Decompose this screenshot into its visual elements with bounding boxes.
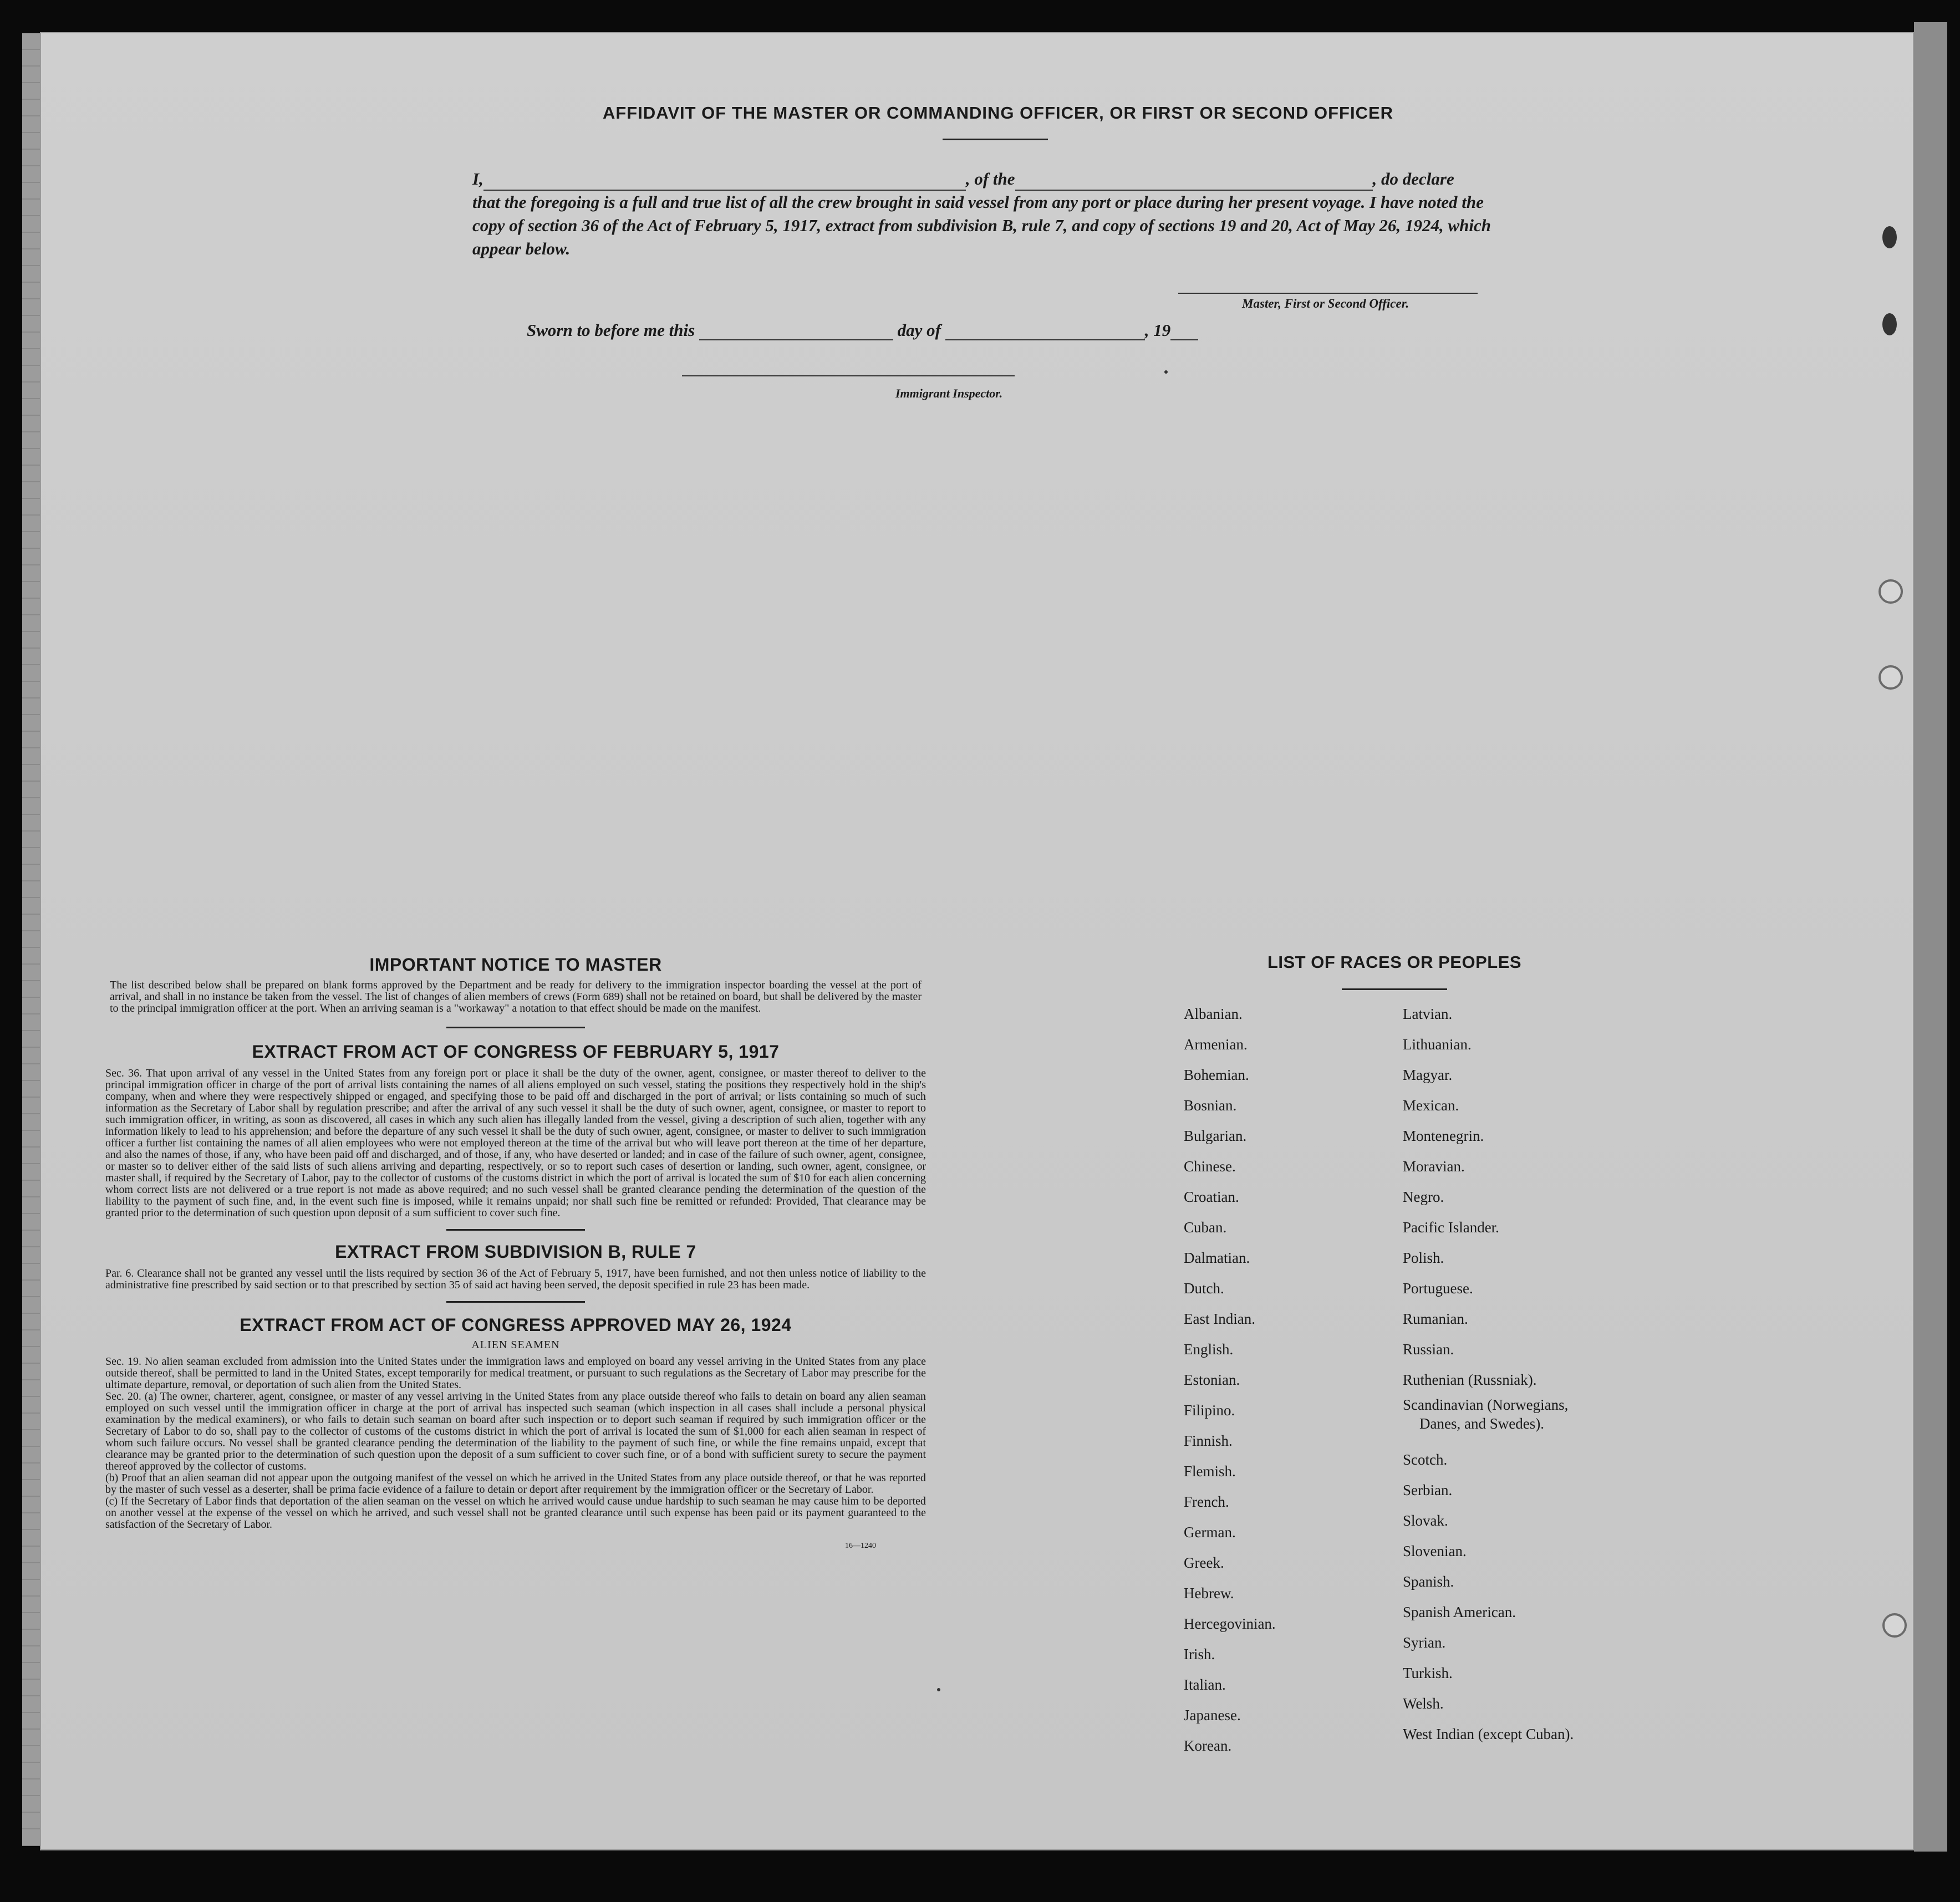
race-item: Slovenian. (1403, 1543, 1467, 1559)
extract-1917-text: Sec. 36. That upon arrival of any vessel in the United States from any foreign port or place it shall be the duty of the owner, agent, consignee, or master thereof to deliver to the principal immigration officer in charge of the port of arrival lists containing the names of all aliens employed on such vessel, stating the positions they respectively hold in the ship's company, when and where they were respectively shipped or engaged, and specifying those to be paid off and discharged in the port of arrival; or lists containing so much of such information as the Secretary of Labor shall by regulation prescribe; and after the arrival of any such vessel it shall be the duty of such owner, agent, consignee, or master to report to such immigration officer, in writing, as soon as discovered, all cases in which any such alien has illegally landed from the vessel, giving a description of such alien, together with any information likely to lead to his apprehension; and before the departure of any such vessel it shall be the duty of such owner, agent, consignee, or master to deliver to such immigration officer a further list containing the names of all alien employees who were not employed thereon at the time of the arrival but who will leave port thereon at the time of her departure, and also the names of those, if any, who have been paid off and discharged, and of those, if any, who have deserted or landed; and in case of the failure of such owner, agent, consignee, or master so to deliver either of the said lists of such aliens arriving and departing, respectively, or so to report such cases of desertion or landing, such owner, agent, consignee, or master shall, if required by the Secretary of Labor, pay to the collector of customs of the customs district in which the port of arrival is located the sum of $10 for each alien concerning whom correct lists are not delivered or a true report is not made as above required; and no such vessel shall be granted clearance pending the determination of the question of the liability to the payment of such fine, and, in the event such fine is imposed, while it remains unpaid; nor shall such fine be remitted or refunded: Provided, That clearance may be granted prior to the determination of such question upon deposit of a sum sufficient to cover such fine. (105, 1067, 926, 1219)
ink-speck (937, 1688, 940, 1691)
punch-hole (1882, 1613, 1907, 1638)
race-item: Bulgarian. (1184, 1128, 1247, 1144)
extract-rule7-text: Par. 6. Clearance shall not be granted any vessel until the lists required by section 36 of the Act of February 5, 1917, have been furnished, and not then unless notice of liability to the administrative fine prescribed by said section or to that prescribed by section 35 of said act having been served, the deposit specified in rule 23 has been made. (105, 1267, 926, 1291)
vessel-blank (1015, 173, 1373, 191)
sec20b-text: (b) Proof that an alien seaman did not appear upon the outgoing manifest of the vessel on which he arrived in the United States from any place outside thereof, or that he was reported by the master of such vessel as a deserter, shall be prima facie evidence of a failure to detain or deport after requirement by the immigration officer or the Secretary of Labor. (105, 1472, 926, 1496)
race-item: Spanish American. (1403, 1604, 1516, 1620)
race-item: Croatian. (1184, 1189, 1239, 1205)
race-item: Italian. (1184, 1676, 1226, 1693)
race-item: Estonian. (1184, 1371, 1240, 1388)
race-item: Welsh. (1403, 1695, 1444, 1712)
races-right-column (1403, 999, 1663, 1750)
race-item: Magyar. (1403, 1067, 1453, 1083)
binding-strip (22, 33, 41, 1846)
binding-clip (1882, 226, 1897, 248)
race-item: Latvian. (1403, 1006, 1453, 1022)
affidavit-title-rule (943, 139, 1048, 140)
race-item: Slovak. (1403, 1512, 1448, 1529)
race-item: Chinese. (1184, 1158, 1236, 1175)
race-item: Armenian. (1184, 1036, 1248, 1053)
race-item: Serbian. (1403, 1482, 1453, 1498)
signature-label: Master, First or Second Officer. (1242, 297, 1409, 310)
extract-1924-subtitle: ALIEN SEAMEN (471, 1339, 560, 1351)
race-item: West Indian (except Cuban). (1403, 1726, 1574, 1742)
notice-text: The list described below shall be prepared on blank forms approved by the Department and be ready for delivery to the immigration inspector boarding the vessel at the port of arrival, and shall in no instance be taken from the vessel. The list of changes of alien members of crews (Form 689) shall not be retained on board, but shall be delivered by the master to the principal immigration officer at the port. When an arriving seaman is a "workaway" a notation to that effect should be made on the manifest. (110, 979, 922, 1014)
race-item: Montenegrin. (1403, 1128, 1484, 1144)
notice-title: IMPORTANT NOTICE TO MASTER (369, 955, 662, 975)
race-item: Scandinavian (Norwegians, (1403, 1396, 1569, 1413)
sec20a-text: Sec. 20. (a) The owner, charterer, agent, consignee, or master of any vessel arriving in the United States from any place outside thereof who fails to detain on board any alien seaman employed on such vessel until the immigration officer in charge at the port of arrival has inspected such seaman (which inspection in all cases shall include a personal physical examination by the medical examiners), or who fails to detain such seaman on board after such inspection or to deport such seaman if required by such immigration officer or the Secretary of Labor to do so, shall pay to the collector of customs of the customs district in which the port of arrival is located the sum of $1,000 for each alien seaman in respect of whom such failure occurs. No vessel shall be granted clearance pending the determination of the liability to the payment of such fine, or while the fine remains unpaid, except that clearance may be granted prior to the determination of such question upon the deposit of a sum sufficient to cover such fine, or of a bond with sufficient surety to secure the payment thereof approved by the collector of customs. (105, 1390, 926, 1472)
race-item: Syrian. (1403, 1634, 1446, 1651)
race-item: Japanese. (1184, 1707, 1241, 1723)
sworn-day-label: day of (897, 320, 941, 340)
sworn-year-label: , 19 (1144, 320, 1171, 340)
sec20c-text: (c) If the Secretary of Labor finds that deportation of the alien seaman on the vessel on which he arrived would cause undue hardship to such seaman he may cause him to be deported on another vessel at the expense of the vessel on which he arrived, and such vessel shall not be granted clearance until such expense has been paid or its payment guaranteed to the satisfaction of the Secretary of Labor. (105, 1495, 926, 1531)
race-item: English. (1184, 1341, 1234, 1358)
race-item: Flemish. (1184, 1463, 1236, 1480)
race-item: Korean. (1184, 1737, 1232, 1754)
extract-1924-title: EXTRACT FROM ACT OF CONGRESS APPROVED MAY 26, 1924 (240, 1315, 792, 1335)
notices-column (105, 955, 926, 1551)
race-item: German. (1184, 1524, 1236, 1541)
race-item: Danes, and Swedes). (1419, 1415, 1544, 1432)
races-title: LIST OF RACES OR PEOPLES (1267, 952, 1522, 972)
sec19-text: Sec. 19. No alien seaman excluded from admission into the United States under the immigration laws and employed on board any vessel arriving in the United States from any place outside thereof, shall be permitted to land in the United States, except temporarily for medical treatment, or pursuant to such regulations as the Secretary of Labor may prescribe for the ultimate departure, removal, or deportation of such alien from the United States. (105, 1355, 926, 1391)
race-item: Bosnian. (1184, 1097, 1237, 1114)
race-item: Portuguese. (1403, 1280, 1473, 1297)
race-item: Turkish. (1403, 1665, 1453, 1681)
race-item: Lithuanian. (1403, 1036, 1472, 1053)
name-blank (483, 173, 966, 191)
affidavit-first-line (472, 167, 1515, 191)
extract-1917-title: EXTRACT FROM ACT OF CONGRESS OF FEBRUARY 5, 1917 (252, 1042, 780, 1062)
extract-1917-divider (446, 1229, 585, 1231)
race-item: Spanish. (1403, 1573, 1454, 1590)
affidavit-declare-label: , do declare (1372, 169, 1454, 188)
binding-clip (1882, 313, 1897, 335)
affidavit-i-label: I, (472, 169, 483, 188)
sworn-line (527, 320, 1198, 340)
signature-line (1178, 293, 1478, 294)
sworn-prefix: Sworn to before me this (527, 320, 695, 340)
race-item: Dutch. (1184, 1280, 1224, 1297)
race-item: Cuban. (1184, 1219, 1227, 1236)
race-item: Scotch. (1403, 1451, 1448, 1468)
race-item: Moravian. (1403, 1158, 1465, 1175)
punch-hole (1878, 579, 1903, 604)
race-item: East Indian. (1184, 1311, 1255, 1327)
race-item: Filipino. (1184, 1402, 1235, 1419)
race-item: Hebrew. (1184, 1585, 1234, 1602)
inspector-label: Immigrant Inspector. (895, 386, 1003, 400)
race-item: Rumanian. (1403, 1311, 1468, 1327)
day-blank (699, 323, 893, 340)
month-blank (945, 323, 1145, 340)
race-item: Bohemian. (1184, 1067, 1249, 1083)
race-item: Negro. (1403, 1189, 1444, 1205)
affidavit-of-label: , of the (965, 169, 1015, 188)
race-item: Russian. (1403, 1341, 1454, 1358)
races-left-column (1184, 999, 1394, 1761)
punch-hole (1878, 665, 1903, 690)
notice-divider (446, 1027, 585, 1028)
page-edge (1914, 22, 1947, 1852)
race-item: Greek. (1184, 1554, 1224, 1571)
inspector-line (682, 375, 1015, 376)
form-number: 16—1240 (845, 1542, 876, 1550)
race-item: Hercegovinian. (1184, 1615, 1276, 1632)
affidavit-body (472, 167, 1515, 261)
affidavit-title: AFFIDAVIT OF THE MASTER OR COMMANDING OFFICER, OR FIRST OR SECOND OFFICER (602, 103, 1394, 123)
race-item: Dalmatian. (1184, 1250, 1250, 1266)
race-item: French. (1184, 1493, 1229, 1510)
extract-rule7-title: EXTRACT FROM SUBDIVISION B, RULE 7 (335, 1242, 696, 1262)
extract-rule7-divider (446, 1301, 585, 1303)
affidavit-text: that the foregoing is a full and true list of all the crew brought in said vessel from any port or place during her present voyage. I have noted the copy of section 36 of the Act of February 5, 1917, extract from subdivision B, rule 7, and copy of sections 19 and 20, Act of May 26, 1924, which appear below. (472, 192, 1491, 258)
race-item: Pacific Islander. (1403, 1219, 1499, 1236)
races-title-rule (1342, 988, 1447, 990)
race-item: Irish. (1184, 1646, 1215, 1663)
year-blank (1170, 323, 1198, 340)
race-item: Albanian. (1184, 1006, 1243, 1022)
ink-speck (1164, 370, 1168, 374)
race-item: Polish. (1403, 1250, 1444, 1266)
race-item: Ruthenian (Russniak). (1403, 1371, 1537, 1388)
race-item: Finnish. (1184, 1432, 1233, 1449)
race-item: Mexican. (1403, 1097, 1459, 1114)
